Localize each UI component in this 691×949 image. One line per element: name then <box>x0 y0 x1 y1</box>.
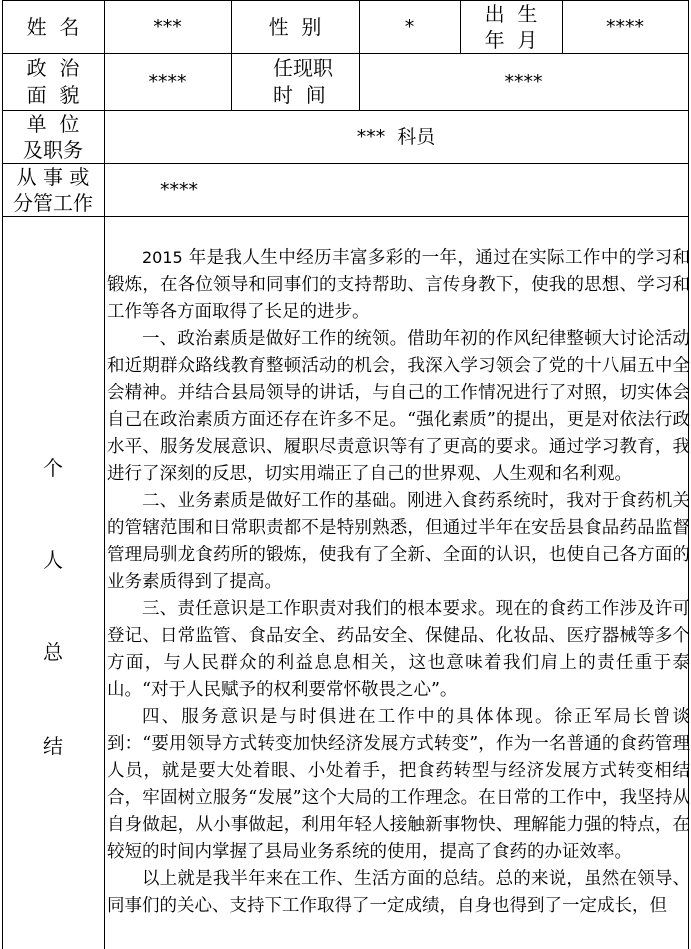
summary-paragraph: 二、业务素质是做好工作的基础。刚进入食药系统时，我对于食药机关的管辖范围和日常职责都不是特别熟悉，但通过半年在安岳县食品药品监督管理局驯龙食药所的锻炼，使我有了全新、全面的认识，也使自己各方面的业务素质得到了提高。 <box>107 491 690 592</box>
summary-side-char: 个 <box>43 456 63 480</box>
rule <box>2 216 689 217</box>
political-value <box>104 53 231 110</box>
unit-value <box>104 110 688 163</box>
birth-value-text: **** <box>606 15 644 38</box>
personal-summary-form <box>2 0 689 949</box>
political-label-line2: 面 貌 <box>26 82 80 107</box>
name-label-text: 姓 名 <box>26 14 80 39</box>
gender-value <box>359 0 460 53</box>
birth-value <box>562 0 688 53</box>
work-label-line1: 从 事 或 <box>16 164 90 189</box>
political-label-line1: 政 治 <box>26 55 80 80</box>
work-value-text: **** <box>160 178 198 201</box>
tenure-label-line1: 任现职 <box>273 55 333 80</box>
birth-label-line2: 年 月 <box>484 27 538 52</box>
summary-paragraph <box>107 244 690 326</box>
gender-label <box>231 0 359 53</box>
unit-label-line2: 及职务 <box>23 137 83 162</box>
name-value <box>104 0 231 53</box>
name-value-text: *** <box>153 15 182 38</box>
tenure-value-text: **** <box>504 70 543 93</box>
unit-label <box>2 110 104 163</box>
summary-side-char: 总 <box>43 640 63 664</box>
summary-side-char: 人 <box>43 548 63 572</box>
tenure-label <box>231 53 359 110</box>
political-label <box>2 53 104 110</box>
summary-paragraph-text: 年是我人生中经历丰富多彩的一年，通过在实际工作中的学习和锻炼，在各位领导和同事们的支持帮助、言传身教下，使我的思想、学习和工作等各方面取得了长足的进步。 <box>107 248 690 322</box>
unit-label-line1: 单 位 <box>26 111 80 136</box>
summary-side-label <box>2 244 104 949</box>
name-label <box>2 0 104 53</box>
political-value-text: **** <box>148 70 187 93</box>
work-label <box>2 163 104 216</box>
tenure-value <box>359 53 688 110</box>
summary-paragraph: 一、政治素质是做好工作的统领。借助年初的作风纪律整顿大讨论活动和近期群众路线教育整顿活动的机会，我深入学习领会了党的十八届五中全会精神。并结合县局领导的讲话，与自己的工作情况进行了对照，切实体会自己在政治素质方面还存在许多不足。“强化素质”的提出，更是对依法行政水平、服务发展意识、履职尽责意识等有了更高的要求。通过学习教育，我进行了深刻的反思，切实用端正了自己的世界观、人生观和名利观。 <box>107 329 690 484</box>
gender-value-text: * <box>404 15 415 38</box>
work-value <box>104 163 254 216</box>
summary-body <box>107 244 690 920</box>
tenure-label-line2: 时 间 <box>273 82 326 107</box>
summary-paragraph: 四、服务意识是与时俱进在工作中的具体体现。徐正军局长曾谈到：“要用领导方式转变加快经济发展方式转变”，作为一名普通的食药管理人员，就是要大处着眼、小处着手，把食药转型与经济发展方式转变相结合，牢固树立服务“发展”这个大局的工作理念。在日常的工作中，我坚持从自身做起，从小事做起，利用年轻人接触新事物快、理解能力强的特点，在较短的时间内掌握了县局业务系统的使用，提高了食药的办证效率。 <box>107 707 690 862</box>
birth-label <box>460 0 562 53</box>
summary-paragraph: 以上就是我半年来在工作、生活方面的总结。总的来说，虽然在领导、同事们的关心、支持下工作取得了一定成绩，自身也得到了一定成长，但 <box>107 869 690 916</box>
gender-label-text: 性 别 <box>268 14 322 39</box>
birth-label-line1: 出 生 <box>484 1 538 26</box>
summary-paragraph: 三、责任意识是工作职责对我们的根本要求。现在的食药工作涉及许可登记、日常监管、食品安全、药品安全、保健品、化妆品、医疗器械等多个方面，与人民群众的利益息息相关，这也意味着我们肩上的责任重于泰山。“对于人民赋予的权利要常怀敬畏之心”。 <box>107 599 690 700</box>
work-label-line2: 分管工作 <box>13 190 93 215</box>
summary-year: 2015 <box>142 248 183 267</box>
unit-value-text: *** 科员 <box>356 125 436 148</box>
summary-side-char: 结 <box>43 734 63 758</box>
